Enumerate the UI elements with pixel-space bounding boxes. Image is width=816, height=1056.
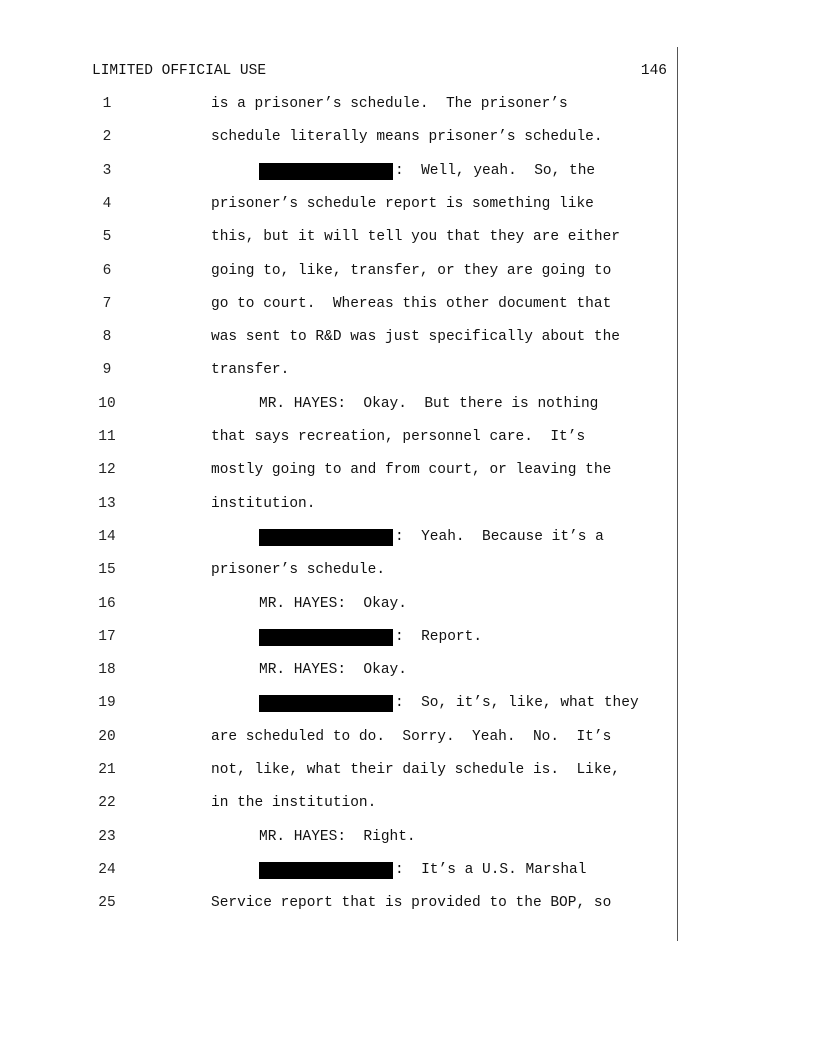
transcript-line: [0, 561, 816, 594]
transcript-line: [0, 361, 816, 394]
transcript-line: [0, 395, 816, 428]
line-text: are scheduled to do. Sorry. Yeah. No. It’s: [211, 728, 612, 745]
line-text: this, but it will tell you that they are either: [211, 229, 620, 246]
transcript-line: [0, 428, 816, 461]
line-text: is a prisoner’s schedule. The prisoner’s: [211, 96, 568, 112]
line-text: : Yeah. Because it’s a: [395, 528, 604, 545]
line-text: : Report.: [395, 628, 483, 645]
transcript-line: [0, 661, 816, 694]
line-text: : It’s a U.S. Marshal: [395, 861, 587, 878]
line-number: 12: [98, 462, 116, 479]
line-number: 1: [102, 96, 112, 112]
line-text: Service report that is provided to the BOP, so: [211, 895, 612, 912]
transcript-line: [0, 128, 816, 161]
transcript-line: [0, 162, 816, 195]
page-number: 146: [640, 63, 667, 79]
line-number: 20: [98, 728, 116, 745]
line-number: 25: [98, 895, 116, 912]
transcript-line: [0, 295, 816, 328]
line-text: MR. HAYES: Okay.: [259, 662, 407, 679]
line-number: 19: [98, 695, 116, 712]
redacted-speaker-name: [259, 529, 393, 546]
line-number: 8: [102, 329, 112, 346]
line-text: mostly going to and from court, or leaving the: [211, 462, 612, 479]
transcript-line: [0, 828, 816, 861]
line-number: 10: [98, 395, 116, 412]
line-text: MR. HAYES: Right.: [259, 828, 416, 845]
line-text: was sent to R&D was just specifically about the: [211, 329, 620, 346]
line-number: 7: [102, 295, 112, 312]
line-text: that says recreation, personnel care. It’s: [211, 429, 586, 445]
line-number: 17: [98, 628, 116, 645]
line-number: 16: [98, 595, 116, 612]
transcript-line: [0, 95, 816, 128]
redacted-speaker-name: [259, 695, 393, 712]
transcript-line: [0, 461, 816, 494]
line-text: prisoner’s schedule.: [211, 562, 386, 579]
line-text: institution.: [211, 495, 316, 512]
classification-header: LIMITED OFFICIAL USE: [92, 63, 267, 79]
line-number: 22: [98, 795, 116, 812]
line-number: 14: [98, 528, 116, 545]
line-number: 2: [102, 129, 112, 146]
line-number: 23: [98, 828, 116, 845]
line-text: : So, it’s, like, what they: [395, 695, 639, 712]
transcript-line: [0, 628, 816, 661]
transcript-line: [0, 761, 816, 794]
transcript-line: [0, 228, 816, 261]
line-text: MR. HAYES: Okay. But there is nothing: [259, 395, 599, 412]
transcript-line: [0, 262, 816, 295]
line-text: going to, like, transfer, or they are going to: [211, 262, 612, 279]
line-number: 18: [98, 662, 116, 679]
transcript-line: [0, 495, 816, 528]
line-text: not, like, what their daily schedule is. Like,: [211, 762, 620, 778]
line-number: 11: [98, 429, 116, 445]
line-number: 21: [98, 762, 116, 778]
line-number: 9: [102, 362, 112, 379]
line-number: 24: [98, 861, 116, 878]
transcript-line: [0, 861, 816, 894]
redacted-speaker-name: [259, 629, 393, 646]
line-text: transfer.: [211, 362, 290, 379]
redacted-speaker-name: [259, 862, 393, 879]
transcript-line: [0, 328, 816, 361]
line-text: MR. HAYES: Okay.: [259, 595, 407, 612]
transcript-line: [0, 894, 816, 927]
line-number: 15: [98, 562, 116, 579]
line-text: prisoner’s schedule report is something like: [211, 195, 594, 212]
transcript-line: [0, 195, 816, 228]
line-text: : Well, yeah. So, the: [395, 162, 596, 179]
line-text: in the institution.: [211, 795, 377, 812]
line-number: 6: [102, 262, 112, 279]
line-number: 5: [102, 229, 112, 246]
line-number: 4: [102, 195, 112, 212]
line-number: 3: [102, 162, 112, 179]
transcript-line: [0, 794, 816, 827]
transcript-line: [0, 728, 816, 761]
line-number: 13: [98, 495, 116, 512]
redacted-speaker-name: [259, 163, 393, 180]
line-text: go to court. Whereas this other document that: [211, 295, 612, 312]
line-text: schedule literally means prisoner’s schedule.: [211, 129, 603, 146]
transcript-line: [0, 528, 816, 561]
transcript-line: [0, 595, 816, 628]
transcript-line: [0, 694, 816, 727]
